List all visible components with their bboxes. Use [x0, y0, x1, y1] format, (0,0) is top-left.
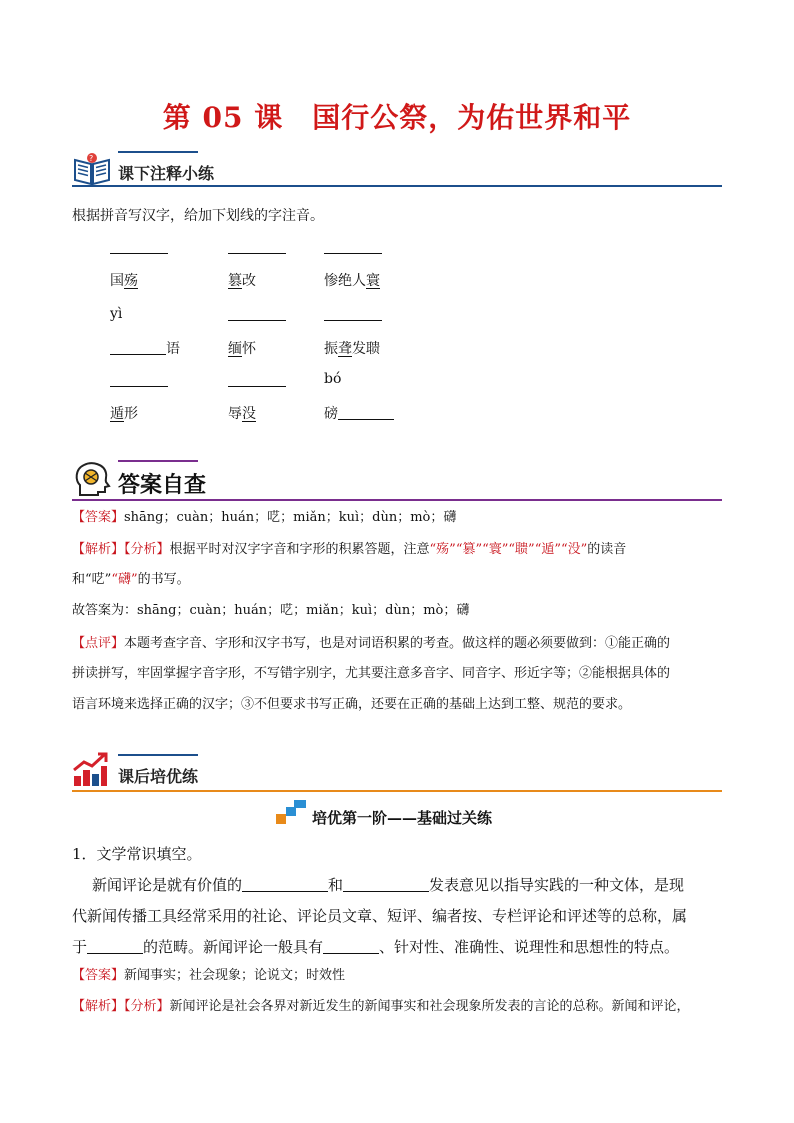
- analysis-text: 新闻评论是社会各界对新近发生的新闻事实和社会现象所发表的言论的总称。新闻和评论，: [169, 999, 690, 1014]
- word-plain: 语: [166, 341, 180, 357]
- word-underlined: 没: [242, 406, 256, 422]
- analysis-line: [72, 535, 732, 565]
- question-line: 代新闻传播工具经常采用的社论、评论员文章、短评、编者按、专栏评论和评述等的总称，属: [72, 907, 688, 925]
- word-item: [228, 338, 256, 358]
- fill-blank[interactable]: [87, 937, 143, 954]
- word-item: [228, 270, 256, 290]
- word-plain: 惨绝人: [324, 273, 366, 289]
- pinyin-blank[interactable]: [228, 253, 286, 254]
- q1-answer-line: [72, 961, 732, 991]
- instruction-text: 根据拼音写汉字，给加下划线的字注音。: [72, 208, 324, 224]
- pinyin-blank[interactable]: [324, 253, 382, 254]
- comment-line: 拼读拼写，牢固掌握字音字形，不写错字别字，尤其要注意多音字、同音字、形近字等；②能根据具体的: [72, 666, 671, 681]
- question-text: 和: [328, 876, 344, 894]
- fill-blank[interactable]: [242, 875, 328, 892]
- section-accent-bar: [118, 754, 198, 756]
- pinyin-blank[interactable]: [228, 320, 286, 321]
- answer-text: 新闻事实；社会现象；论说文；时效性: [124, 968, 346, 983]
- word-underlined: 篡: [228, 273, 242, 289]
- fill-blank[interactable]: [323, 937, 379, 954]
- analysis-text: 的读音: [587, 542, 627, 557]
- question-text: 新闻评论是就有价值的: [92, 876, 243, 894]
- word-item: [324, 403, 394, 423]
- section-heading-practice: 课后培优练: [118, 767, 199, 786]
- question-text: 、针对性、准确性、说理性和思想性的特点。: [379, 938, 680, 956]
- section-heading-notes: 课下注释小练: [118, 164, 215, 183]
- section-accent-bar: [118, 151, 198, 153]
- section-divider: [72, 185, 722, 187]
- growth-chart-icon: [72, 752, 108, 788]
- pinyin-text: yì: [110, 306, 123, 322]
- brain-icon: [72, 459, 112, 499]
- word-item: [324, 270, 380, 290]
- analysis-tag: 【解析】【分析】: [72, 999, 170, 1014]
- word-plain: 国: [110, 273, 124, 289]
- analysis-line: [72, 565, 732, 595]
- word-underlined: 聋: [338, 341, 352, 357]
- subheading: 培优第一阶——基础过关练: [312, 809, 493, 827]
- word-item: [228, 403, 256, 423]
- comment-text: 本题考查字音、字形和汉字书写，也是对词语积累的考查。做这样的题必须要做到：①能正确的: [124, 636, 671, 651]
- question-text: 的范畴。新闻评论一般具有: [143, 938, 324, 956]
- word-plain: 辱: [228, 406, 242, 422]
- question-line: [92, 874, 684, 895]
- char-blank[interactable]: [338, 403, 394, 420]
- analysis-tag: 【解析】【分析】: [72, 542, 170, 557]
- comment-line: 语言环境来选择正确的汉字；③不但要求书写正确，还要在正确的基础上达到工整、规范的要求。: [72, 697, 632, 712]
- section-divider: [72, 499, 722, 501]
- word-plain: 形: [124, 406, 138, 422]
- book-icon: [72, 152, 112, 186]
- question-text: 发表意见以指导实践的一种文体，是现: [429, 876, 685, 894]
- page-title: 第 05 课 国行公祭，为佑世界和平: [162, 101, 632, 134]
- word-item: [324, 338, 380, 358]
- word-plain: 磅: [324, 406, 338, 422]
- word-plain: 改: [242, 273, 256, 289]
- analysis-text: 的书写。: [137, 572, 190, 587]
- comment-line: [72, 629, 732, 659]
- word-item: [110, 403, 138, 423]
- word-plain: 振: [324, 341, 338, 357]
- word-item: [110, 270, 138, 290]
- comment-tag: 【点评】: [72, 636, 125, 651]
- analysis-char: “礴”: [111, 572, 138, 587]
- steps-icon: [276, 800, 306, 824]
- word-item: [110, 338, 180, 358]
- fill-blank[interactable]: [343, 875, 429, 892]
- section-accent-bar: [118, 460, 198, 462]
- word-underlined: 寰: [366, 273, 380, 289]
- question-label: 1．文学常识填空。: [72, 845, 202, 863]
- analysis-text: 根据平时对汉字字音和字形的积累答题，注意: [169, 542, 430, 557]
- pinyin-blank[interactable]: [110, 386, 168, 387]
- analysis-char: “呓”: [85, 572, 112, 587]
- analysis-chars: “殇”“篡”“寰”“聩”“遁”“没”: [429, 542, 588, 557]
- word-plain: 发聩: [352, 341, 380, 357]
- answer-line: [72, 503, 732, 533]
- question-text: 于: [72, 938, 88, 956]
- analysis-text: 和: [72, 572, 86, 587]
- char-blank[interactable]: [110, 338, 166, 355]
- pinyin-text: bó: [324, 371, 342, 387]
- answer-tag: 【答案】: [72, 510, 125, 525]
- section-heading-answers: 答案自查: [118, 473, 207, 498]
- q1-analysis-line: [72, 992, 732, 1022]
- answer-text: shāng；cuàn；huán；呓；miǎn；kuì；dùn；mò；礴: [124, 510, 457, 525]
- word-underlined: 缅: [228, 341, 242, 357]
- pinyin-blank[interactable]: [228, 386, 286, 387]
- answer-tag: 【答案】: [72, 968, 125, 983]
- word-underlined: 殇: [124, 273, 138, 289]
- word-plain: 怀: [242, 341, 256, 357]
- section-divider: [72, 790, 722, 792]
- pinyin-blank[interactable]: [110, 253, 168, 254]
- question-line: [72, 936, 679, 957]
- final-answer-line: 故答案为：shāng；cuàn；huán；呓；miǎn；kuì；dùn；mò；礴: [72, 603, 470, 618]
- word-underlined: 遁: [110, 406, 124, 422]
- pinyin-blank[interactable]: [324, 320, 382, 321]
- svg-text:?: ?: [89, 154, 94, 163]
